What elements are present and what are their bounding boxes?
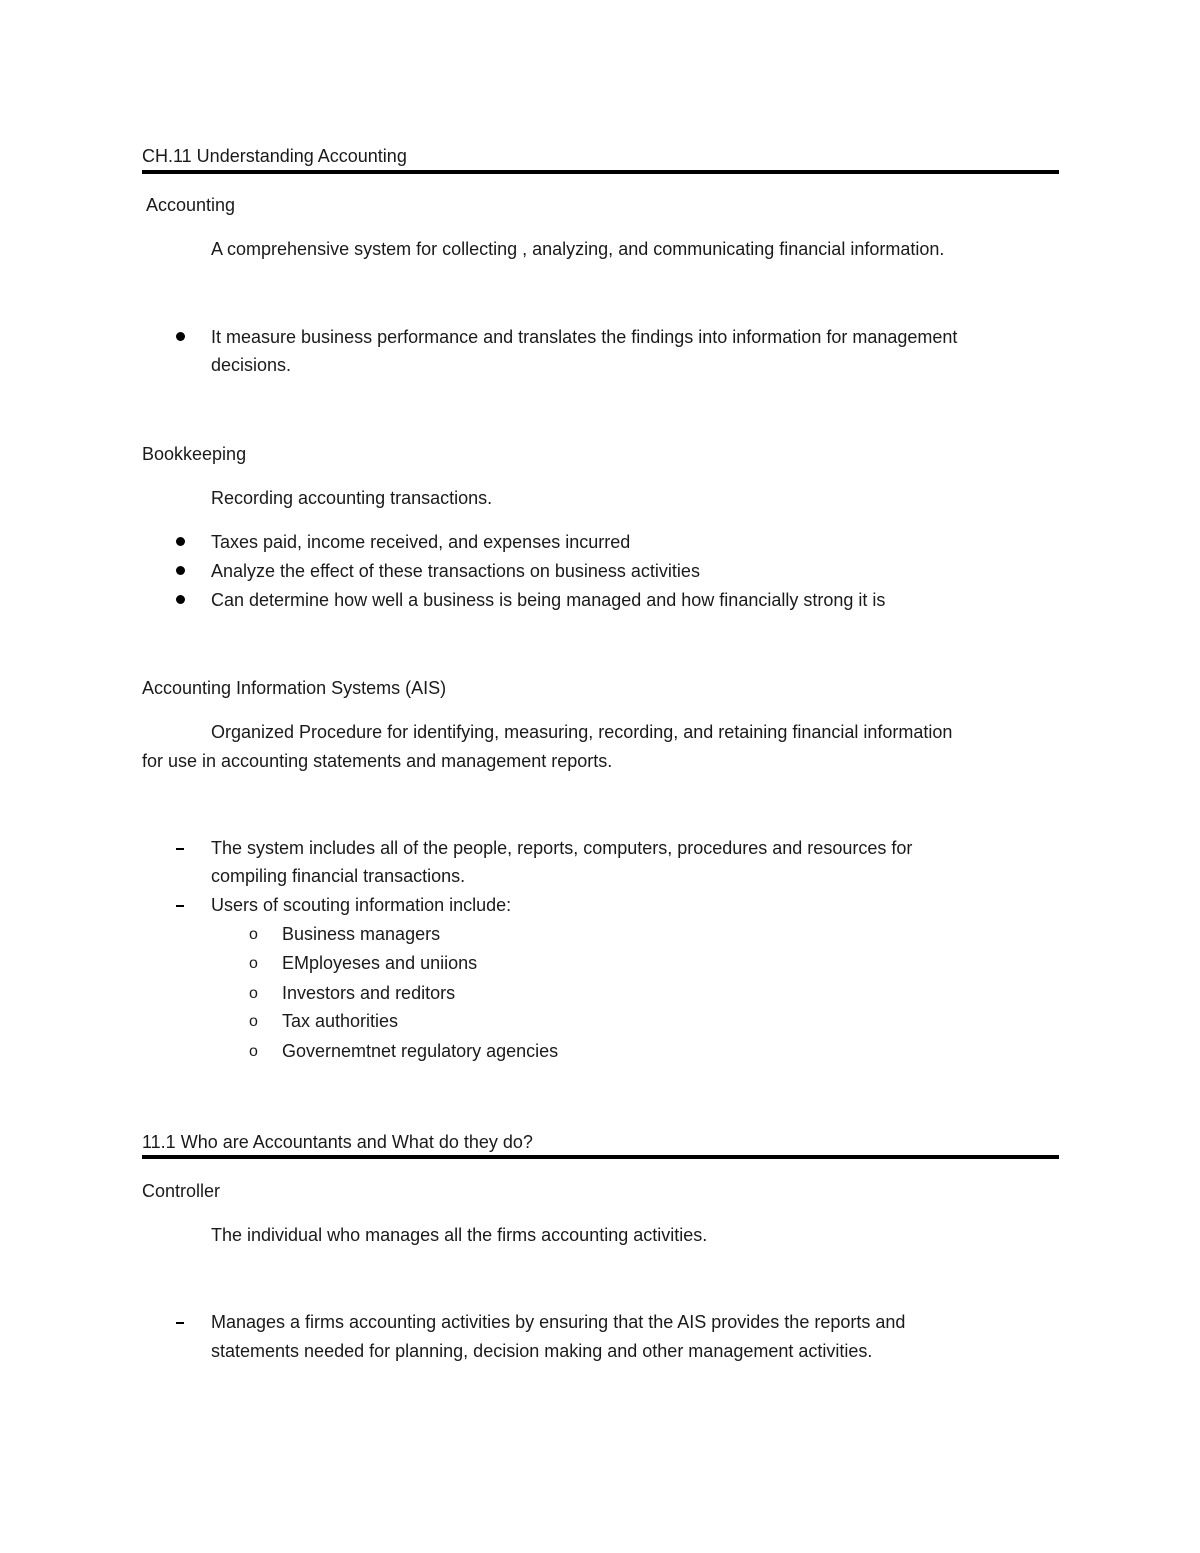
ais-dash1-line2: compiling financial transactions. bbox=[211, 866, 466, 886]
bullet-dot bbox=[176, 537, 185, 546]
bookkeeping-bullet-1: Taxes paid, income received, and expenses incurred bbox=[211, 532, 631, 552]
chapter-title: CH.11 Understanding Accounting bbox=[142, 146, 407, 166]
sub-bullet-marker: o bbox=[249, 985, 258, 1002]
bullet-dot bbox=[176, 595, 185, 604]
sub-bullet-marker: o bbox=[249, 1013, 258, 1030]
controller-heading: Controller bbox=[142, 1181, 221, 1201]
ais-user-2: EMployeses and uniions bbox=[282, 953, 478, 973]
controller-definition: The individual who manages all the firms accounting activities. bbox=[211, 1225, 708, 1245]
ais-definition-line1: Organized Procedure for identifying, measuring, recording, and retaining financial information bbox=[211, 722, 953, 742]
bookkeeping-bullet-3: Can determine how well a business is being managed and how financially strong it is bbox=[211, 590, 886, 610]
bullet-dot bbox=[176, 566, 185, 575]
ais-definition-line2: for use in accounting statements and management reports. bbox=[142, 751, 613, 771]
bookkeeping-heading: Bookkeeping bbox=[142, 444, 247, 464]
ais-user-3: Investors and reditors bbox=[282, 983, 456, 1003]
bookkeeping-bullet-2: Analyze the effect of these transactions on business activities bbox=[211, 561, 700, 581]
ais-dash1-line1: The system includes all of the people, reports, computers, procedures and resources for bbox=[211, 838, 913, 858]
ais-user-5: Governemtnet regulatory agencies bbox=[282, 1041, 559, 1061]
bullet-dot bbox=[176, 332, 185, 341]
controller-dash-line1: Manages a firms accounting activities by ensuring that the AIS provides the reports and bbox=[211, 1312, 906, 1332]
dash-marker bbox=[176, 1322, 184, 1324]
controller-dash-line2: statements needed for planning, decision making and other management activities. bbox=[211, 1341, 873, 1361]
accounting-heading: Accounting bbox=[146, 195, 236, 215]
accounting-definition: A comprehensive system for collecting , analyzing, and communicating financial information. bbox=[211, 239, 945, 259]
section-11-1-rule bbox=[142, 1155, 1059, 1159]
section-11-1-title: 11.1 Who are Accountants and What do they do? bbox=[142, 1132, 533, 1152]
ais-dash2: Users of scouting information include: bbox=[211, 895, 512, 915]
sub-bullet-marker: o bbox=[249, 955, 258, 972]
ais-heading: Accounting Information Systems (AIS) bbox=[142, 678, 447, 698]
accounting-bullet-line1: It measure business performance and translates the findings into information for management bbox=[211, 327, 958, 347]
sub-bullet-marker: o bbox=[249, 926, 258, 943]
chapter-title-rule bbox=[142, 170, 1059, 174]
bookkeeping-definition: Recording accounting transactions. bbox=[211, 488, 493, 508]
sub-bullet-marker: o bbox=[249, 1043, 258, 1060]
accounting-bullet-line2: decisions. bbox=[211, 355, 292, 375]
ais-user-4: Tax authorities bbox=[282, 1011, 399, 1031]
dash-marker bbox=[176, 905, 184, 907]
ais-user-1: Business managers bbox=[282, 924, 441, 944]
dash-marker bbox=[176, 848, 184, 850]
